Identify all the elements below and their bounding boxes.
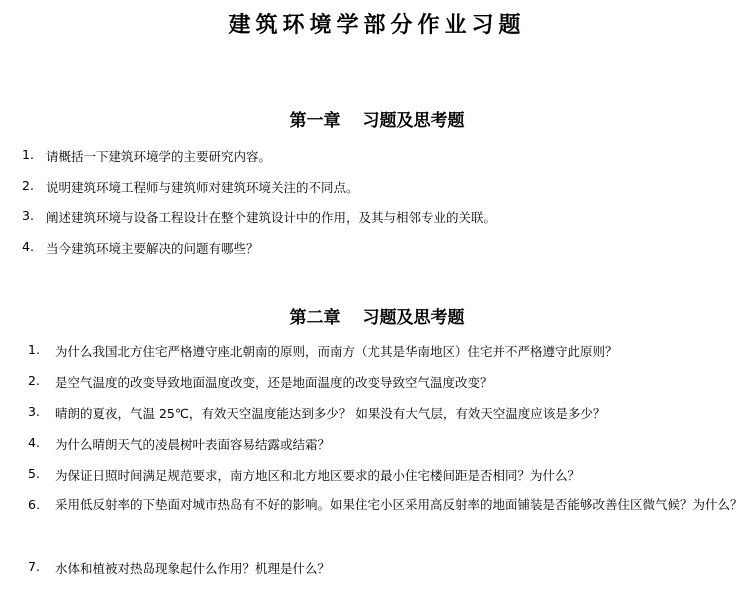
question-number: 4. [22,238,34,254]
question-text: 说明建筑环境工程师与建筑师对建筑环境关注的不同点。 [46,179,359,195]
chapter-2-name: 习题及思考题 [362,308,465,328]
question-text: 请概括一下建筑环境学的主要研究内容。 [46,149,272,164]
question-number: 2. [28,373,40,388]
chapter-2-number: 第二章 [289,308,341,328]
question-number: 2. [22,177,34,193]
chapter-1-name: 习题及思考题 [362,111,465,131]
question-text: 水体和植被对热岛现象起什么作用？机理是什么？ [55,561,331,576]
question-number: 6. [28,497,40,512]
question-number: 3. [22,208,34,223]
question-text: 阐述建筑环境与设备工程设计在整个建筑设计中的作用，及其与相邻专业的关联。 [46,210,497,225]
question-number: 7. [28,559,40,574]
question-number: 1. [22,147,34,162]
document-title: 建筑环境学部分作业习题 [228,12,526,38]
question-text: 为什么我国北方住宅严格遵守座北朝南的原则，而南方（尤其是华南地区）住宅并不严格遵守此原则？ [55,344,618,359]
question-text: 为保证日照时间满足规范要求，南方地区和北方地区要求的最小住宅楼间距是否相同？为什么？ [55,468,581,483]
chapter-1-number: 第一章 [289,111,341,131]
question-text: 是空气温度的改变导致地面温度改变，还是地面温度的改变导致空气温度改变？ [55,375,493,390]
question-number: 5. [28,466,40,481]
question-text: 当今建筑环境主要解决的问题有哪些？ [46,240,259,256]
chapter-1-title [0,106,754,131]
question-number: 4. [28,435,40,450]
question-number: 1. [28,342,40,357]
question-number: 3. [28,404,40,419]
chapter-2-title [0,303,754,328]
question-text: 为什么晴朗天气的凌晨树叶表面容易结露或结霜？ [55,437,331,452]
question-text: 采用低反射率的下垫面对城市热岛有不好的影响。如果住宅小区采用高反射率的地面铺装是否能够改善住区微气候？为什么？ [55,497,743,512]
question-text: 晴朗的夏夜，气温 25℃，有效天空温度能达到多少？ 如果没有大气层，有效天空温度应该是多少？ [55,406,606,421]
